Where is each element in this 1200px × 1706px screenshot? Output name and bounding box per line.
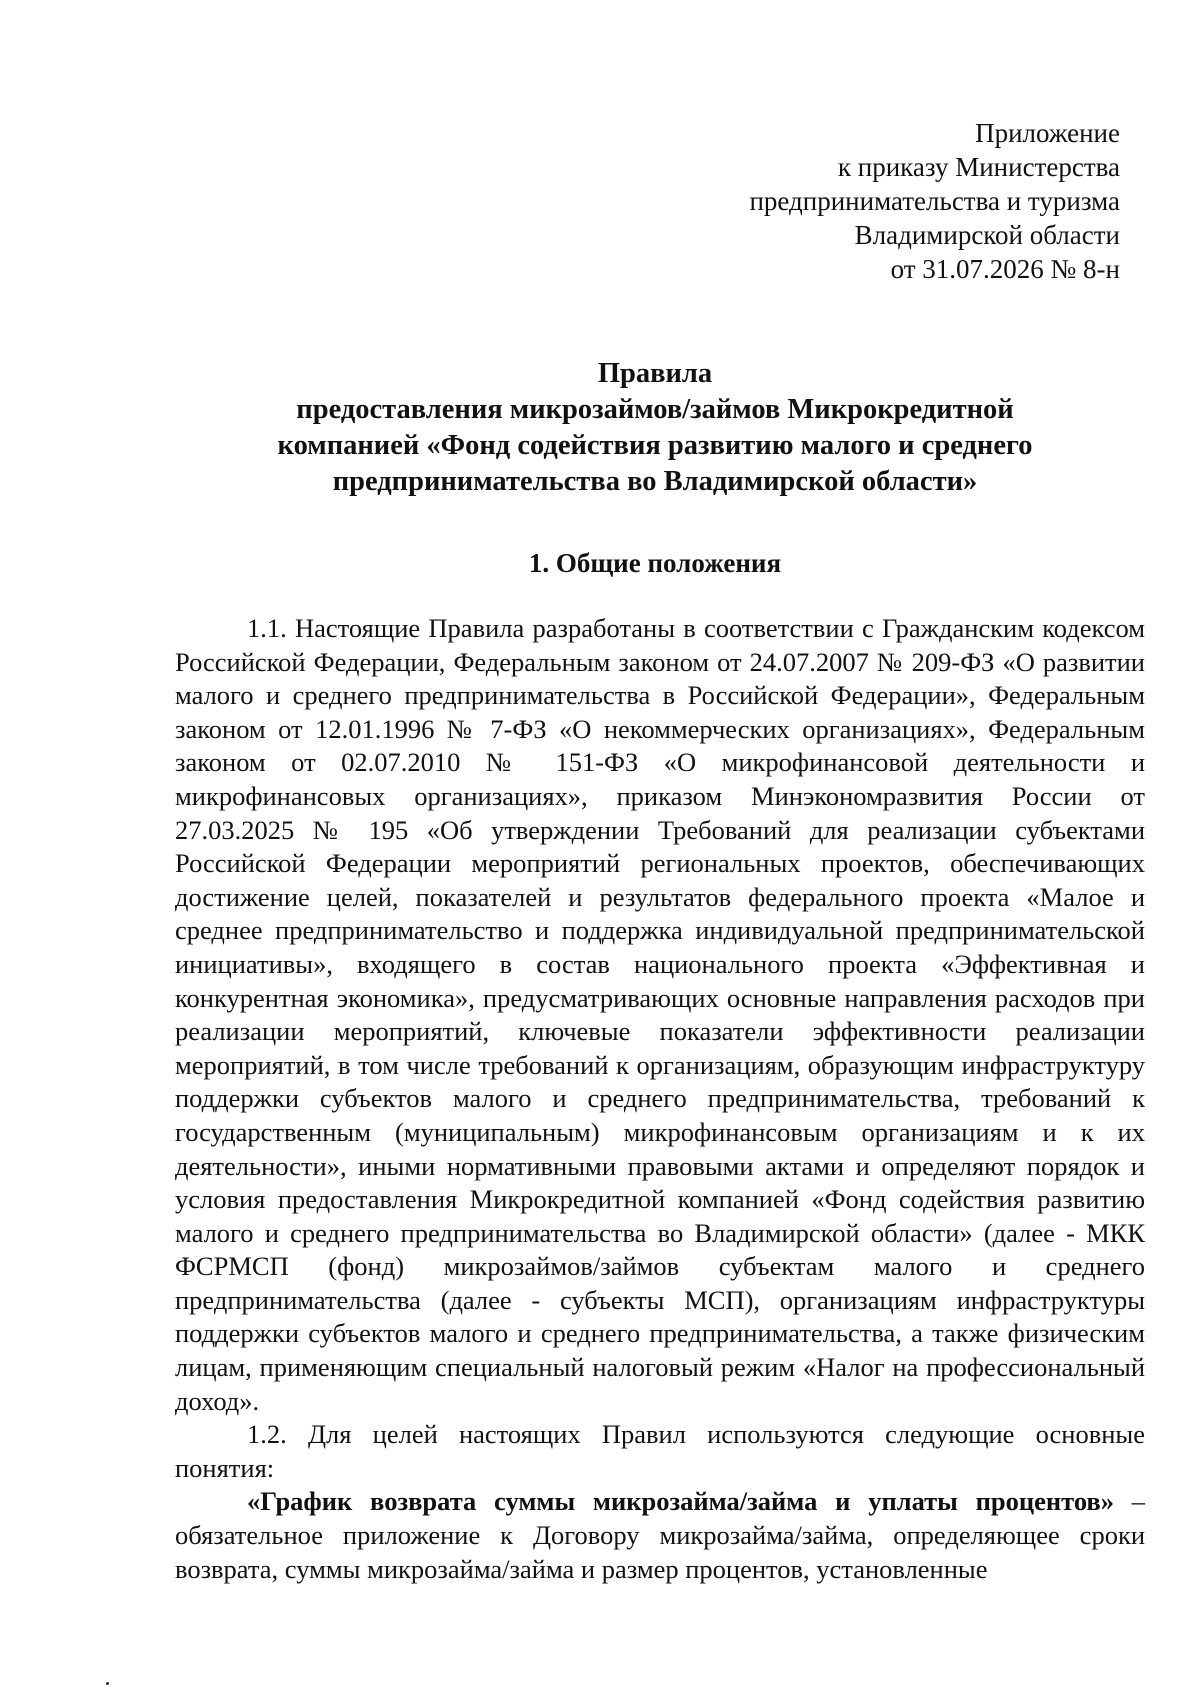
paragraph-1-1: 1.1. Настоящие Правила разработаны в соответствии с Гражданским кодексом Российской Федерации, Федеральным законом от 24.07.2007 № 209-ФЗ «О развитии малого и среднего предпринимательства в Российской Федерации», Федеральным законом от 12.01.1996 № 7-ФЗ «О некоммерческих организациях», Федеральным законом от 02.07.2010 № 151-ФЗ «О микрофинансовой деятельности и микрофинансовых организациях», приказом Минэкономразвития России от 27.03.2025 № 195 «Об утверждении Требований для реализации субъектами Российской Федерации мероприятий региональных проектов, обеспечивающих достижение целей, показателей и результатов федерального проекта «Малое и среднее предпринимательство и поддержка индивидуальной предпринимательской инициативы», входящего в состав национального проекта «Эффективная и конкурентная экономика», предусматривающих основные направления расходов при реализации мероприятий, ключевые показатели эффективности реализации мероприятий, в том числе требований к организациям, образующим инфраструктуру поддержки субъектов малого и среднего предпринимательства, требований к государственным (муниципальным) микрофинансовым организациям и к их деятельности», иными нормативными правовыми актами и определяют порядок и условия предоставления Микрокредитной компанией «Фонд содействия развитию малого и среднего предпринимательства во Владимирской области» (далее - МКК ФСРМСП (фонд) микрозаймов/займов субъектам малого и среднего предпринимательства (далее - субъекты МСП), организациям инфраструктуры поддержки субъектов малого и среднего предпринимательства, а также физическим лицам, применяющим специальный налоговый режим «Налог на профессиональный доход».	[175, 613, 1145, 1416]
title-line: Правила	[597, 358, 713, 389]
title-line: компанией «Фонд содействия развитию малого и среднего	[277, 430, 1033, 461]
appendix-line: Приложение	[975, 118, 1120, 148]
scan-speck	[106, 1682, 109, 1685]
definition-paragraph	[175, 1485, 1145, 1586]
section-heading: 1. Общие положения	[528, 548, 782, 578]
document-body	[175, 612, 1145, 1586]
appendix-line: предпринимательства и туризма	[749, 186, 1120, 216]
title-line: предоставления микрозаймов/займов Микрокредитной	[296, 394, 1014, 425]
appendix-line: Владимирской области	[854, 220, 1120, 250]
term-definition: – обязательное приложение к Договору микрозайма/займа, определяющее сроки возврата, суммы микрозайма/займа и размер процентов, установленные	[175, 1486, 1146, 1584]
appendix-line: к приказу Министерства	[837, 152, 1120, 182]
paragraph-1-2: 1.2. Для целей настоящих Правил используются следующие основные понятия:	[175, 1419, 1145, 1483]
appendix-order-number: от 31.07.2026 № 8-н	[890, 254, 1120, 284]
document-title	[170, 356, 1140, 500]
title-line: предпринимательства во Владимирской области»	[332, 466, 978, 497]
appendix-header	[749, 116, 1120, 286]
defined-term: «График возврата суммы микрозайма/займа и уплаты процентов»	[247, 1486, 1114, 1517]
